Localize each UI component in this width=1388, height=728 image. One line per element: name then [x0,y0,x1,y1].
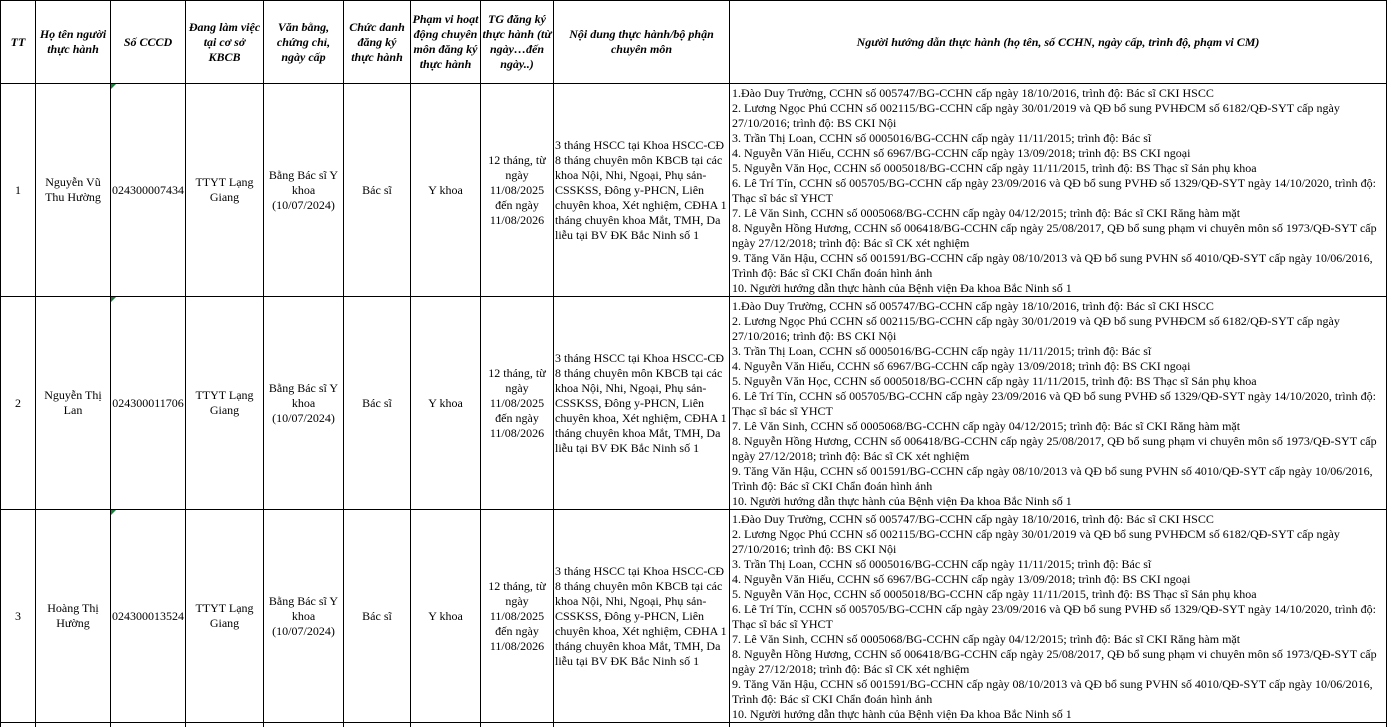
cell-workplace: TTYT Lạng Giang [186,84,264,297]
guide-line: 1.Đào Duy Trường, CCHN số 005747/BG-CCHN cấp ngày 18/10/2016, trình độ: Bác sĩ CKI HSCC [732,86,1214,100]
cell-scope: Y khoa [411,297,481,510]
cell-tt: 3 [1,510,36,723]
cell-content: 3 tháng HSCC tại Khoa HSCC-CĐ 8 tháng chuyên môn KBCB tại các khoa Nội, Nhi, Ngoại, Phụ sản-CSSKSS, Đông y-PHCN, Liên chuyên khoa, Xét nghiệm, CĐHA 1 tháng chuyên khoa Mắt, TMH, Da liễu tại BV ĐK Bắc Ninh số 1 [554,297,730,510]
table-row [1,84,1387,297]
cell-guides [730,297,1387,510]
cell-degree: Bằng Bác sĩ Y khoa (10/07/2024) [264,510,344,723]
cell-name: Hoàng Thị Hường [36,510,111,723]
header-cccd: Số CCCD [111,1,186,84]
cccd-value: 024300011706 [112,395,184,410]
cell-workplace: TTYT Lạng Giang [186,297,264,510]
header-workplace: Đang làm việc tại cơ sở KBCB [186,1,264,84]
guide-line: 3. Trần Thị Loan, CCHN số 0005016/BG-CCHN cấp ngày 11/11/2015; trình độ: Bác sĩ [732,131,1152,145]
cell-content: 3 tháng HSCC tại Khoa HSCC-CĐ 8 tháng chuyên môn KBCB tại các khoa Nội, Nhi, Ngoại, Phụ sản-CSSKSS, Đông y-PHCN, Liên chuyên khoa, Xét nghiệm, CĐHA 1 tháng chuyên khoa Mắt, TMH, Da liễu tại BV ĐK Bắc Ninh số 1 [554,510,730,723]
cell-scope: Y khoa [411,84,481,297]
cccd-value: 024300013524 [112,608,184,623]
guide-line: 2. Lương Ngọc Phú CCHN số 002115/BG-CCHN cấp ngày 30/01/2019 và QĐ bổ sung PVHĐCM số 6182/QĐ-SYT cấp ngày 27/10/2016; trình độ: BS CKI Nội [732,314,1340,343]
table-row-partial [1,723,1387,728]
header-scope: Phạm vi hoạt động chuyên môn đăng ký thực hành [411,1,481,84]
guide-line: 6. Lê Trí Tín, CCHN số 005705/BG-CCHN cấp ngày 23/09/2016 và QĐ bổ sung PVHĐ số 1329/QĐ-SYT ngày 14/10/2020, trình độ: Thạc sĩ bác sĩ YHCT [732,389,1376,418]
guide-line: 2. Lương Ngọc Phú CCHN số 002115/BG-CCHN cấp ngày 30/01/2019 và QĐ bổ sung PVHĐCM số 6182/QĐ-SYT cấp ngày 27/10/2016; trình độ: BS CKI Nội [732,101,1340,130]
cell-workplace: TTYT Lạng Giang [186,510,264,723]
guide-line: 4. Nguyễn Văn Hiếu, CCHN số 6967/BG-CCHN cấp ngày 13/09/2018; trình độ: BS CKI ngoại [732,359,1191,373]
cell-empty [264,723,344,728]
cell-name: Nguyễn Thị Lan [36,297,111,510]
header-duration: TG đăng ký thực hành (từ ngày…đến ngày..) [481,1,554,84]
table-row [1,297,1387,510]
guide-line: 10. Người hướng dẫn thực hành của Bệnh viện Đa khoa Bắc Ninh số 1 [732,707,1072,721]
cell-duration: 12 tháng, từ ngày 11/08/2025 đến ngày 11/08/2026 [481,510,554,723]
guide-line: 10. Người hướng dẫn thực hành của Bệnh viện Đa khoa Bắc Ninh số 1 [732,494,1072,508]
cell-empty [344,723,411,728]
cell-guides [730,84,1387,297]
header-content: Nội dung thực hành/bộ phận chuyên môn [554,1,730,84]
guide-line: 1.Đào Duy Trường, CCHN số 005747/BG-CCHN cấp ngày 18/10/2016, trình độ: Bác sĩ CKI HSCC [732,512,1214,526]
guide-line: 4. Nguyễn Văn Hiếu, CCHN số 6967/BG-CCHN cấp ngày 13/09/2018; trình độ: BS CKI ngoại [732,146,1191,160]
guide-line: 9. Tăng Văn Hậu, CCHN số 001591/BG-CCHN cấp ngày 08/10/2013 và QĐ bổ sung PVHN số 4010/QĐ-SYT cấp ngày 10/06/2016, Trình độ: Bác sĩ CKI Chẩn đoán hình ảnh [732,464,1373,493]
cell-scope: Y khoa [411,510,481,723]
guide-line: 6. Lê Trí Tín, CCHN số 005705/BG-CCHN cấp ngày 23/09/2016 và QĐ bổ sung PVHĐ số 1329/QĐ-SYT ngày 14/10/2020, trình độ: Thạc sĩ bác sĩ YHCT [732,602,1376,631]
guide-line: 2. Lương Ngọc Phú CCHN số 002115/BG-CCHN cấp ngày 30/01/2019 và QĐ bổ sung PVHĐCM số 6182/QĐ-SYT cấp ngày 27/10/2016; trình độ: BS CKI Nội [732,527,1340,556]
cell-content: 3 tháng HSCC tại Khoa HSCC-CĐ 8 tháng chuyên môn KBCB tại các khoa Nội, Nhi, Ngoại, Phụ sản-CSSKSS, Đông y-PHCN, Liên chuyên khoa, Xét nghiệm, CĐHA 1 tháng chuyên khoa Mắt, TMH, Da liễu tại BV ĐK Bắc Ninh số 1 [554,84,730,297]
cell-degree: Bằng Bác sĩ Y khoa (10/07/2024) [264,84,344,297]
cell-tt: 2 [1,297,36,510]
cell-empty [411,723,481,728]
cell-duration: 12 tháng, từ ngày 11/08/2025 đến ngày 11/08/2026 [481,84,554,297]
guide-line: 8. Nguyễn Hồng Hương, CCHN số 006418/BG-CCHN cấp ngày 25/08/2017, QĐ bổ sung phạm vi chuyên môn số 1973/QĐ-SYT cấp ngày 27/12/2018; trình độ: Bác sĩ CK xét nghiệm [732,434,1377,463]
guide-line: 6. Lê Trí Tín, CCHN số 005705/BG-CCHN cấp ngày 23/09/2016 và QĐ bổ sung PVHĐ số 1329/QĐ-SYT ngày 14/10/2020, trình độ: Thạc sĩ bác sĩ YHCT [732,176,1376,205]
guide-line: 8. Nguyễn Hồng Hương, CCHN số 006418/BG-CCHN cấp ngày 25/08/2017, QĐ bổ sung phạm vi chuyên môn số 1973/QĐ-SYT cấp ngày 27/12/2018; trình độ: Bác sĩ CK xét nghiệm [732,221,1377,250]
header-tt: TT [1,1,36,84]
header-row [1,1,1387,84]
cccd-value: 024300007434 [112,182,184,197]
guide-line: 3. Trần Thị Loan, CCHN số 0005016/BG-CCHN cấp ngày 11/11/2015; trình độ: Bác sĩ [732,344,1152,358]
guide-line: 3. Trần Thị Loan, CCHN số 0005016/BG-CCHN cấp ngày 11/11/2015; trình độ: Bác sĩ [732,557,1152,571]
guide-line: 10. Người hướng dẫn thực hành của Bệnh viện Đa khoa Bắc Ninh số 1 [732,281,1072,295]
guide-line: 4. Nguyễn Văn Hiếu, CCHN số 6967/BG-CCHN cấp ngày 13/09/2018; trình độ: BS CKI ngoại [732,572,1191,586]
cell-guides [730,510,1387,723]
header-name: Họ tên người thực hành [36,1,111,84]
cell-empty [186,723,264,728]
cell-tt: 1 [1,84,36,297]
guide-line: 7. Lê Văn Sinh, CCHN số 0005068/BG-CCHN cấp ngày 04/12/2015; trình độ: Bác sĩ CKI Răng hàm mặt [732,206,1241,220]
table-row [1,510,1387,723]
header-title: Chức danh đăng ký thực hành [344,1,411,84]
cell-empty [554,723,730,728]
header-guides: Người hướng dẫn thực hành (họ tên, số CCHN, ngày cấp, trình độ, phạm vi CM) [730,1,1387,84]
cell-empty [730,723,1387,728]
guide-line: 7. Lê Văn Sinh, CCHN số 0005068/BG-CCHN cấp ngày 04/12/2015; trình độ: Bác sĩ CKI Răng hàm mặt [732,632,1241,646]
guide-line: 5. Nguyễn Văn Học, CCHN số 0005018/BG-CCHN cấp ngày 11/11/2015, trình độ: BS Thạc sĩ Sản phụ khoa [732,374,1257,388]
cell-empty [111,723,186,728]
guide-line: 7. Lê Văn Sinh, CCHN số 0005068/BG-CCHN cấp ngày 04/12/2015; trình độ: Bác sĩ CKI Răng hàm mặt [732,419,1241,433]
cell-cccd [111,297,186,510]
cell-empty [36,723,111,728]
cell-flag-icon [111,84,116,89]
cell-title: Bác sĩ [344,84,411,297]
cell-empty [1,723,36,728]
cell-degree: Bằng Bác sĩ Y khoa (10/07/2024) [264,297,344,510]
guide-line: 1.Đào Duy Trường, CCHN số 005747/BG-CCHN cấp ngày 18/10/2016, trình độ: Bác sĩ CKI HSCC [732,299,1214,313]
header-degree: Văn bằng, chứng chỉ, ngày cấp [264,1,344,84]
cell-name: Nguyễn Vũ Thu Hường [36,84,111,297]
cell-title: Bác sĩ [344,510,411,723]
cell-cccd [111,510,186,723]
cell-title: Bác sĩ [344,297,411,510]
cell-cccd [111,84,186,297]
cell-flag-icon [111,297,116,302]
guide-line: 8. Nguyễn Hồng Hương, CCHN số 006418/BG-CCHN cấp ngày 25/08/2017, QĐ bổ sung phạm vi chuyên môn số 1973/QĐ-SYT cấp ngày 27/12/2018; trình độ: Bác sĩ CK xét nghiệm [732,647,1377,676]
guide-line: 9. Tăng Văn Hậu, CCHN số 001591/BG-CCHN cấp ngày 08/10/2013 và QĐ bổ sung PVHN số 4010/QĐ-SYT cấp ngày 10/06/2016, Trình độ: Bác sĩ CKI Chẩn đoán hình ảnh [732,677,1373,706]
cell-flag-icon [111,510,116,515]
cell-duration: 12 tháng, từ ngày 11/08/2025 đến ngày 11/08/2026 [481,297,554,510]
guide-line: 5. Nguyễn Văn Học, CCHN số 0005018/BG-CCHN cấp ngày 11/11/2015, trình độ: BS Thạc sĩ Sản phụ khoa [732,161,1257,175]
cell-empty [481,723,554,728]
guide-line: 9. Tăng Văn Hậu, CCHN số 001591/BG-CCHN cấp ngày 08/10/2013 và QĐ bổ sung PVHN số 4010/QĐ-SYT cấp ngày 10/06/2016, Trình độ: Bác sĩ CKI Chẩn đoán hình ảnh [732,251,1373,280]
guide-line: 5. Nguyễn Văn Học, CCHN số 0005018/BG-CCHN cấp ngày 11/11/2015, trình độ: BS Thạc sĩ Sản phụ khoa [732,587,1257,601]
